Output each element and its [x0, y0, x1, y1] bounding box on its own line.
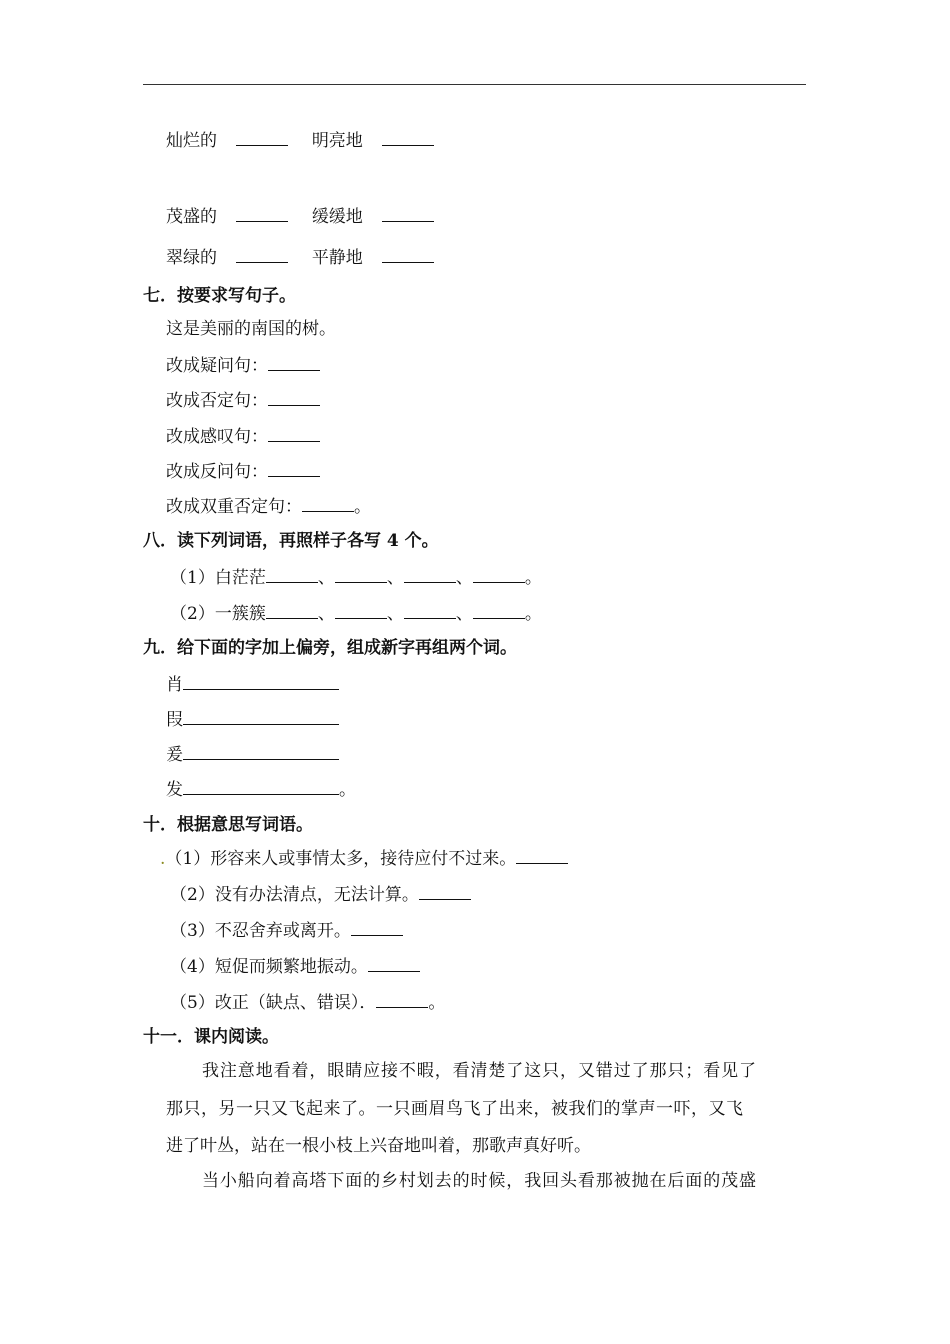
- rewrite-item: 改成反问句：: [166, 459, 320, 483]
- word-label: 翠绿的: [166, 248, 217, 268]
- word-pair-row: [166, 128, 434, 152]
- answer-blank[interactable]: [266, 601, 318, 619]
- word-label: 茂盛的: [166, 207, 217, 227]
- radical-item: 叚: [166, 707, 339, 731]
- radical-item: 爰: [166, 742, 339, 766]
- word-pair-row: [166, 204, 434, 228]
- stray-dot: .: [160, 849, 166, 869]
- answer-blank[interactable]: [183, 777, 339, 795]
- section-10-title: 十．根据意思写词语。: [143, 815, 313, 835]
- answer-blank[interactable]: [268, 424, 320, 442]
- reading-line: 我注意地看着，眼睛应接不暇，看清楚了这只，又错过了那只；看见了: [202, 1061, 757, 1081]
- radical-item: 肖: [166, 672, 339, 696]
- definition-item: .（1）形容来人或事情太多，接待应付不过来。: [160, 846, 568, 870]
- word-label: 平静地: [311, 248, 363, 268]
- answer-blank[interactable]: [516, 846, 568, 864]
- definition-item: （2）没有办法清点，无法计算。: [170, 882, 471, 906]
- reading-line: 当小船向着高塔下面的乡村划去的时候，我回头看那被抛在后面的茂盛: [202, 1171, 757, 1191]
- answer-blank[interactable]: [302, 494, 354, 512]
- rewrite-item: 改成双重否定句： 。: [166, 494, 371, 518]
- word-pair-row: [166, 245, 434, 269]
- rewrite-item: 改成感叹句：: [166, 424, 320, 448]
- header-rule: [143, 84, 806, 85]
- rewrite-item: 改成疑问句：: [166, 353, 320, 377]
- pattern-word-item: （2）一簇簇 、 、 、 。: [170, 601, 542, 625]
- answer-blank[interactable]: [268, 459, 320, 477]
- word-label: 缓缓地: [311, 207, 363, 227]
- answer-blank[interactable]: [268, 353, 320, 371]
- sample-sentence: 这是美丽的南国的树。: [166, 319, 336, 339]
- answer-blank[interactable]: [236, 245, 288, 263]
- answer-blank[interactable]: [335, 601, 387, 619]
- answer-blank[interactable]: [183, 707, 339, 725]
- answer-blank[interactable]: [404, 565, 456, 583]
- definition-item: （3）不忍舍弃或离开。: [170, 918, 403, 942]
- definition-item: （4）短促而频繁地振动。: [170, 954, 420, 978]
- answer-blank[interactable]: [351, 918, 403, 936]
- word-label: 明亮地: [311, 131, 363, 151]
- answer-blank[interactable]: [236, 204, 288, 222]
- rewrite-item: 改成否定句：: [166, 388, 320, 412]
- pattern-word-item: （1）白茫茫 、 、 、 。: [170, 565, 542, 589]
- word-label: 灿烂的: [166, 131, 217, 151]
- answer-blank[interactable]: [473, 565, 525, 583]
- answer-blank[interactable]: [335, 565, 387, 583]
- answer-blank[interactable]: [268, 388, 320, 406]
- radical-item: 发 。: [166, 777, 356, 801]
- answer-blank[interactable]: [382, 245, 434, 263]
- answer-blank[interactable]: [368, 954, 420, 972]
- answer-blank[interactable]: [236, 128, 288, 146]
- reading-line: 进了叶丛，站在一根小枝上兴奋地叫着，那歌声真好听。: [166, 1136, 591, 1156]
- answer-blank[interactable]: [183, 742, 339, 760]
- answer-blank[interactable]: [473, 601, 525, 619]
- definition-item: （5）改正（缺点、错误）． 。: [170, 990, 445, 1014]
- answer-blank[interactable]: [419, 882, 471, 900]
- answer-blank[interactable]: [404, 601, 456, 619]
- section-11-title: 十一．课内阅读。: [143, 1027, 279, 1047]
- answer-blank[interactable]: [266, 565, 318, 583]
- answer-blank[interactable]: [382, 204, 434, 222]
- answer-blank[interactable]: [382, 128, 434, 146]
- answer-blank[interactable]: [183, 672, 339, 690]
- section-8-title: 八．读下列词语，再照样子各写 4 个。: [143, 531, 439, 551]
- answer-blank[interactable]: [376, 990, 428, 1008]
- section-7-title: 七．按要求写句子。: [143, 286, 296, 306]
- section-9-title: 九．给下面的字加上偏旁，组成新字再组两个词。: [143, 638, 517, 658]
- reading-line: 那只，另一只又飞起来了。一只画眉鸟飞了出来，被我们的掌声一吓，又飞: [166, 1099, 744, 1119]
